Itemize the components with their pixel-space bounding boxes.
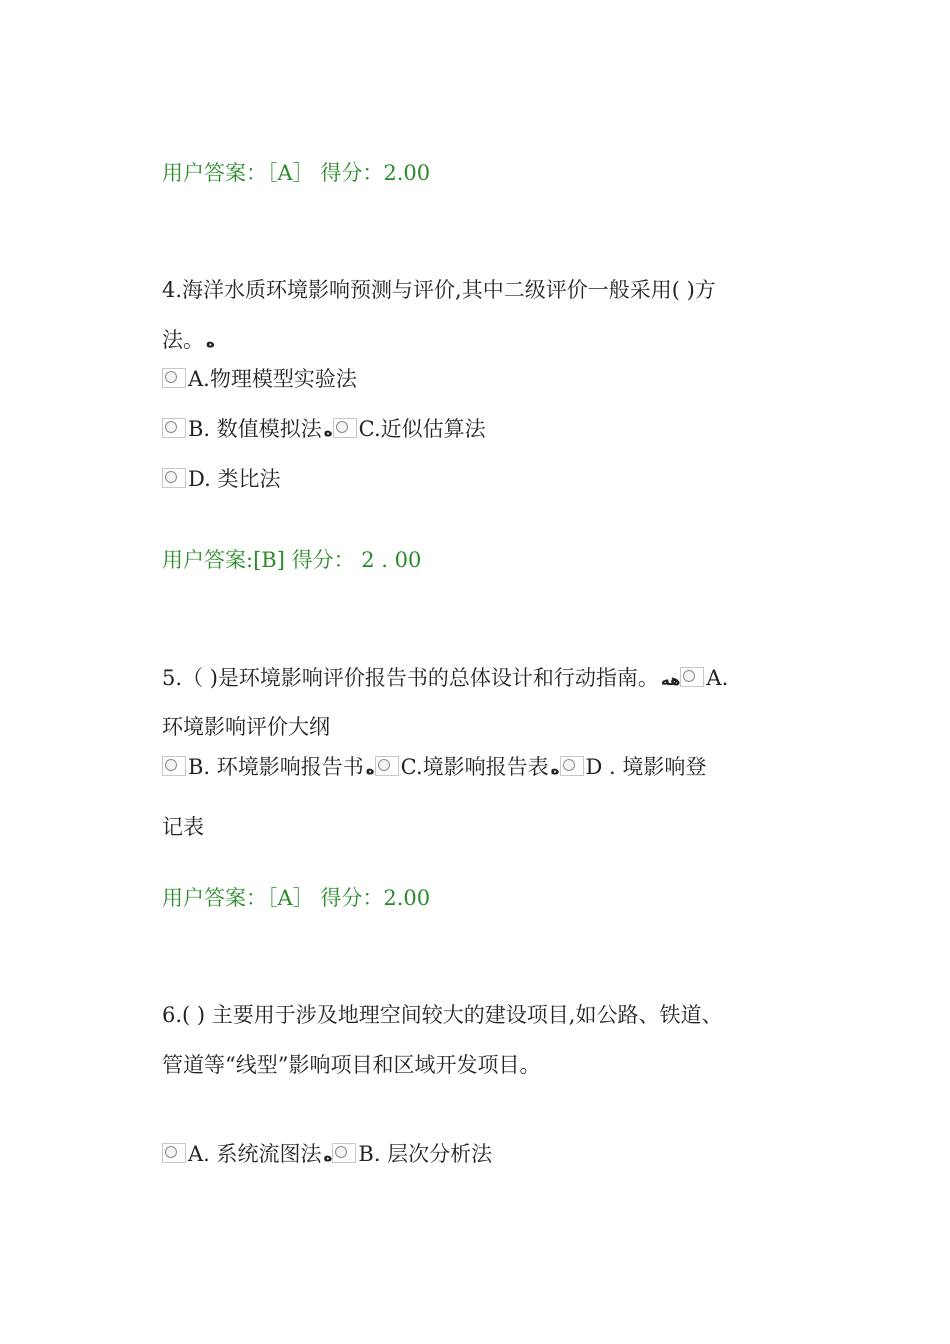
q5-option-c-label: C.境影响报告表 <box>400 755 549 779</box>
q4-option-d-label: D. 类比法 <box>188 467 281 491</box>
q4-option-a-row <box>162 366 357 392</box>
q6-option-b-label: B. 层次分析法 <box>358 1142 493 1166</box>
q4-question-line1: 4.海洋水质环境影响预测与评价,其中二级评价一般采用( )方 <box>162 278 716 302</box>
q6-question-line1: 6.( ) 主要用于涉及地理空间较大的建设项目,如公路、铁道、 <box>162 1003 723 1027</box>
q6-option-a-label: A. 系统流图法 <box>188 1142 322 1166</box>
q6-question-line2: 管道等“线型”影响项目和区域开发项目。 <box>162 1053 541 1077</box>
q5-option-c-mark: ه <box>550 760 560 778</box>
q4-question-line2 <box>162 327 215 355</box>
q4-option-a-label: A.物理模型实验法 <box>188 367 357 391</box>
q5-question-line1 <box>162 665 728 693</box>
q4-option-c-radio[interactable] <box>333 418 357 438</box>
q4-option-c-label: C.近似估算法 <box>358 417 486 441</box>
q5-paragraph-marks: هه <box>660 671 681 689</box>
q3-user-answer: 用户答案：［A］ 得分：2.00 <box>162 161 431 185</box>
q4-option-b-mark: ه <box>323 422 333 440</box>
q5-option-d-continuation: 记表 <box>162 815 204 839</box>
q6-option-a-mark: ه <box>323 1147 333 1165</box>
q4-option-b-label: B. 数值模拟法 <box>188 417 322 441</box>
q6-option-a-radio[interactable] <box>162 1143 186 1163</box>
q5-option-b-radio[interactable] <box>162 756 186 776</box>
q5-option-a-radio[interactable] <box>680 667 704 687</box>
q5-option-d-radio[interactable] <box>560 756 584 776</box>
q6-option-b-radio[interactable] <box>332 1143 356 1163</box>
q5-option-a-text: 环境影响评价大纲 <box>162 715 330 739</box>
q6-option-ab-row <box>162 1141 492 1169</box>
q5-option-d-label: D . 境影响登 <box>585 755 707 779</box>
q5-option-c-radio[interactable] <box>375 756 399 776</box>
q5-option-b-label: B. 环境影响报告书 <box>188 755 364 779</box>
q4-paragraph-mark: ه <box>206 333 215 351</box>
q4-option-bc-row <box>162 416 486 444</box>
q4-option-b-radio[interactable] <box>162 418 186 438</box>
q5-user-answer: 用户答案：［A］ 得分：2.00 <box>162 886 431 910</box>
q4-option-d-radio[interactable] <box>162 468 186 488</box>
q5-option-bcd-row <box>162 754 706 782</box>
q5-option-a-prefix: A. <box>706 666 729 690</box>
q4-option-d-row <box>162 466 280 492</box>
q5-option-b-mark: ه <box>365 760 375 778</box>
q4-user-answer: 用户答案:[B] 得分： 2 . 00 <box>162 548 422 572</box>
q4-option-a-radio[interactable] <box>162 368 186 388</box>
q4-question-text: 法。 <box>162 328 204 352</box>
q5-question-text: 5.（ )是环境影响评价报告书的总体设计和行动指南。 <box>162 666 659 690</box>
